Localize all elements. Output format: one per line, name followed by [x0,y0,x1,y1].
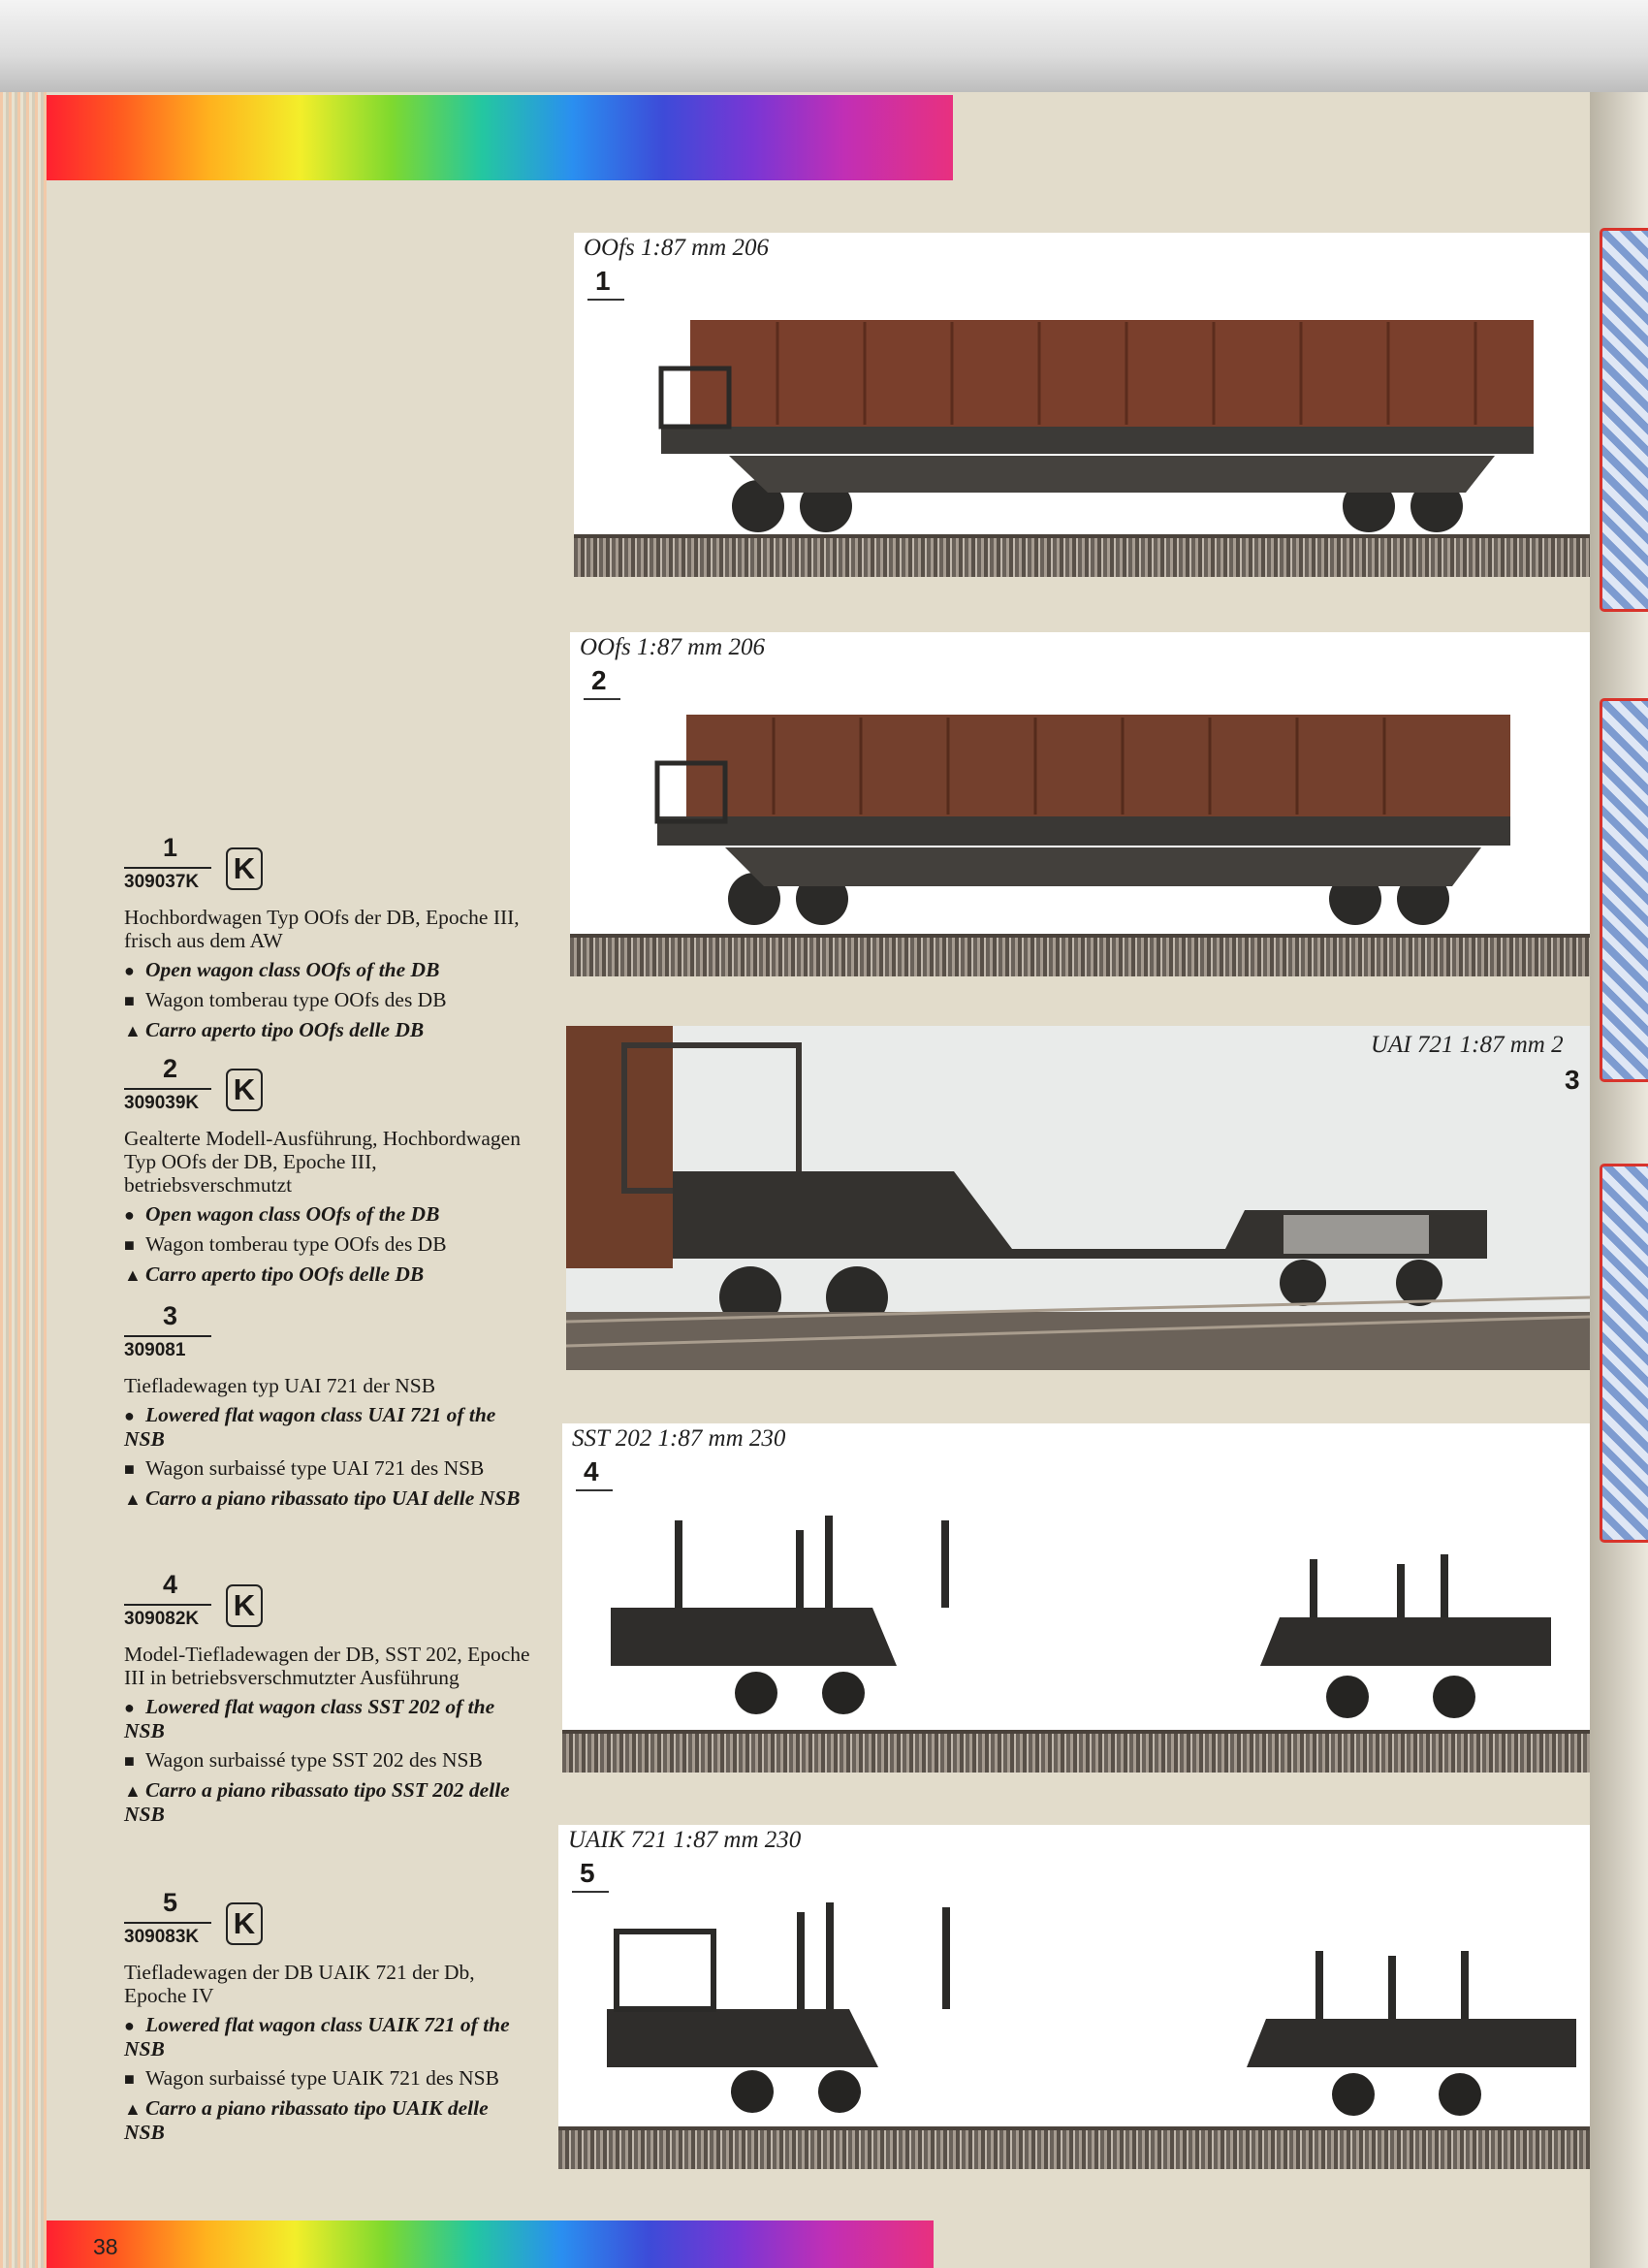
circle-bullet-icon: ● [124,961,135,980]
article-code: 309081 [124,1340,186,1360]
page-edges [0,92,47,2268]
triangle-bullet-icon: ▲ [124,2099,142,2119]
divider [124,1604,211,1606]
divider [124,1335,211,1337]
triangle-bullet-icon: ▲ [124,1021,142,1040]
panel-number: 5 [572,1858,609,1893]
divider [124,867,211,869]
lowered-flat-wagon-photo [558,1825,1590,2169]
description-en: Lowered flat wagon class UAIK 721 of the NSB [124,2013,510,2060]
catalog-entry-3 [124,1301,531,1517]
track-gravel [558,2126,1590,2169]
entry-number: 3 [163,1301,178,1330]
description-de: Model-Tiefladewagen der DB, SST 202, Epoche III in betriebsverschmutzter Ausführung [124,1643,530,1689]
panel-number: 1 [587,266,624,301]
circle-bullet-icon: ● [124,2016,135,2035]
description-de: Tiefladewagen der DB UAIK 721 der Db, Epoche IV [124,1961,475,2007]
catalog-entry-5 [124,1888,531,2150]
square-bullet-icon: ■ [124,991,135,1010]
scanner-shadow [0,0,1648,92]
photo-panel-2 [570,632,1590,976]
divider [124,1922,211,1924]
divider [124,1088,211,1090]
description-fr: Wagon tomberau type OOfs des DB [145,988,447,1011]
square-bullet-icon: ■ [124,1751,135,1771]
next-page-tile [1600,698,1648,1082]
article-code: 309039K [124,1093,200,1113]
square-bullet-icon: ■ [124,1235,135,1255]
track-gravel [570,934,1590,976]
description-it: Carro aperto tipo OOfs delle DB [145,1262,425,1286]
description-de: Gealterte Modell-Ausführung, Hochbordwagen Typ OOfs der DB, Epoche III, betriebsverschmutzt [124,1127,521,1197]
photo-panel-3 [566,1026,1590,1370]
entry-number: 1 [163,833,178,862]
rainbow-header-bar [47,95,953,180]
page-number: 38 [93,2234,118,2259]
triangle-bullet-icon: ▲ [124,1265,142,1285]
open-wagon-photo [574,233,1590,577]
description-de: Hochbordwagen Typ OOfs der DB, Epoche III, frisch aus dem AW [124,906,520,952]
photo-panel-5 [558,1825,1590,2169]
description-en: Open wagon class OOfs of the DB [145,958,440,981]
triangle-bullet-icon: ▲ [124,1489,142,1509]
panel-caption: OOfs 1:87 mm 206 [580,634,765,660]
lowered-flat-wagon-photo [566,1026,1590,1370]
panel-caption: OOfs 1:87 mm 206 [584,235,769,261]
circle-bullet-icon: ● [124,1406,135,1425]
entry-number: 5 [163,1888,178,1917]
article-code: 309083K [124,1927,200,1947]
panel-caption: SST 202 1:87 mm 230 [572,1425,786,1452]
description-fr: Wagon surbaissé type UAIK 721 des NSB [145,2066,499,2090]
kit-badge: K [226,1902,263,1945]
article-code: 309037K [124,872,200,892]
circle-bullet-icon: ● [124,1205,135,1225]
description-it: Carro a piano ribassato tipo SST 202 delle NSB [124,1778,510,1826]
description-en: Lowered flat wagon class SST 202 of the NSB [124,1695,495,1742]
panel-number: 4 [576,1456,613,1491]
lowered-flat-wagon-photo [562,1423,1590,1773]
panel-caption: UAIK 721 1:87 mm 230 [568,1827,802,1853]
catalog-entry-4 [124,1570,531,1832]
description-it: Carro a piano ribassato tipo UAI delle NSB [145,1486,521,1510]
panel-caption: UAI 721 1:87 mm 2 [1371,1032,1564,1058]
description-it: Carro a piano ribassato tipo UAIK delle NSB [124,2096,489,2144]
square-bullet-icon: ■ [124,2069,135,2089]
entry-number: 4 [163,1570,178,1599]
photo-panel-1 [574,233,1590,577]
description-fr: Wagon surbaissé type SST 202 des NSB [145,1748,483,1772]
description-de: Tiefladewagen typ UAI 721 der NSB [124,1374,436,1397]
square-bullet-icon: ■ [124,1459,135,1479]
kit-badge: K [226,847,263,890]
catalog-entry-2 [124,1054,531,1293]
description-it: Carro aperto tipo OOfs delle DB [145,1018,425,1041]
triangle-bullet-icon: ▲ [124,1781,142,1801]
next-page-tile [1600,1164,1648,1543]
track-gravel [574,534,1590,577]
description-fr: Wagon surbaissé type UAI 721 des NSB [145,1456,485,1480]
kit-badge: K [226,1584,263,1627]
rainbow-footer-bar [47,2220,934,2268]
kit-badge: K [226,1069,263,1111]
catalog-entry-1 [124,833,531,1048]
panel-number: 3 [1565,1065,1580,1095]
description-en: Open wagon class OOfs of the DB [145,1202,440,1226]
entry-number: 2 [163,1054,178,1083]
open-wagon-photo [570,632,1590,976]
article-code: 309082K [124,1609,200,1629]
description-fr: Wagon tomberau type OOfs des DB [145,1232,447,1256]
next-page-tile [1600,228,1648,612]
photo-panel-4 [562,1423,1590,1773]
circle-bullet-icon: ● [124,1698,135,1717]
description-en: Lowered flat wagon class UAI 721 of the NSB [124,1403,496,1451]
track-gravel [562,1730,1590,1773]
panel-number: 2 [584,665,620,700]
